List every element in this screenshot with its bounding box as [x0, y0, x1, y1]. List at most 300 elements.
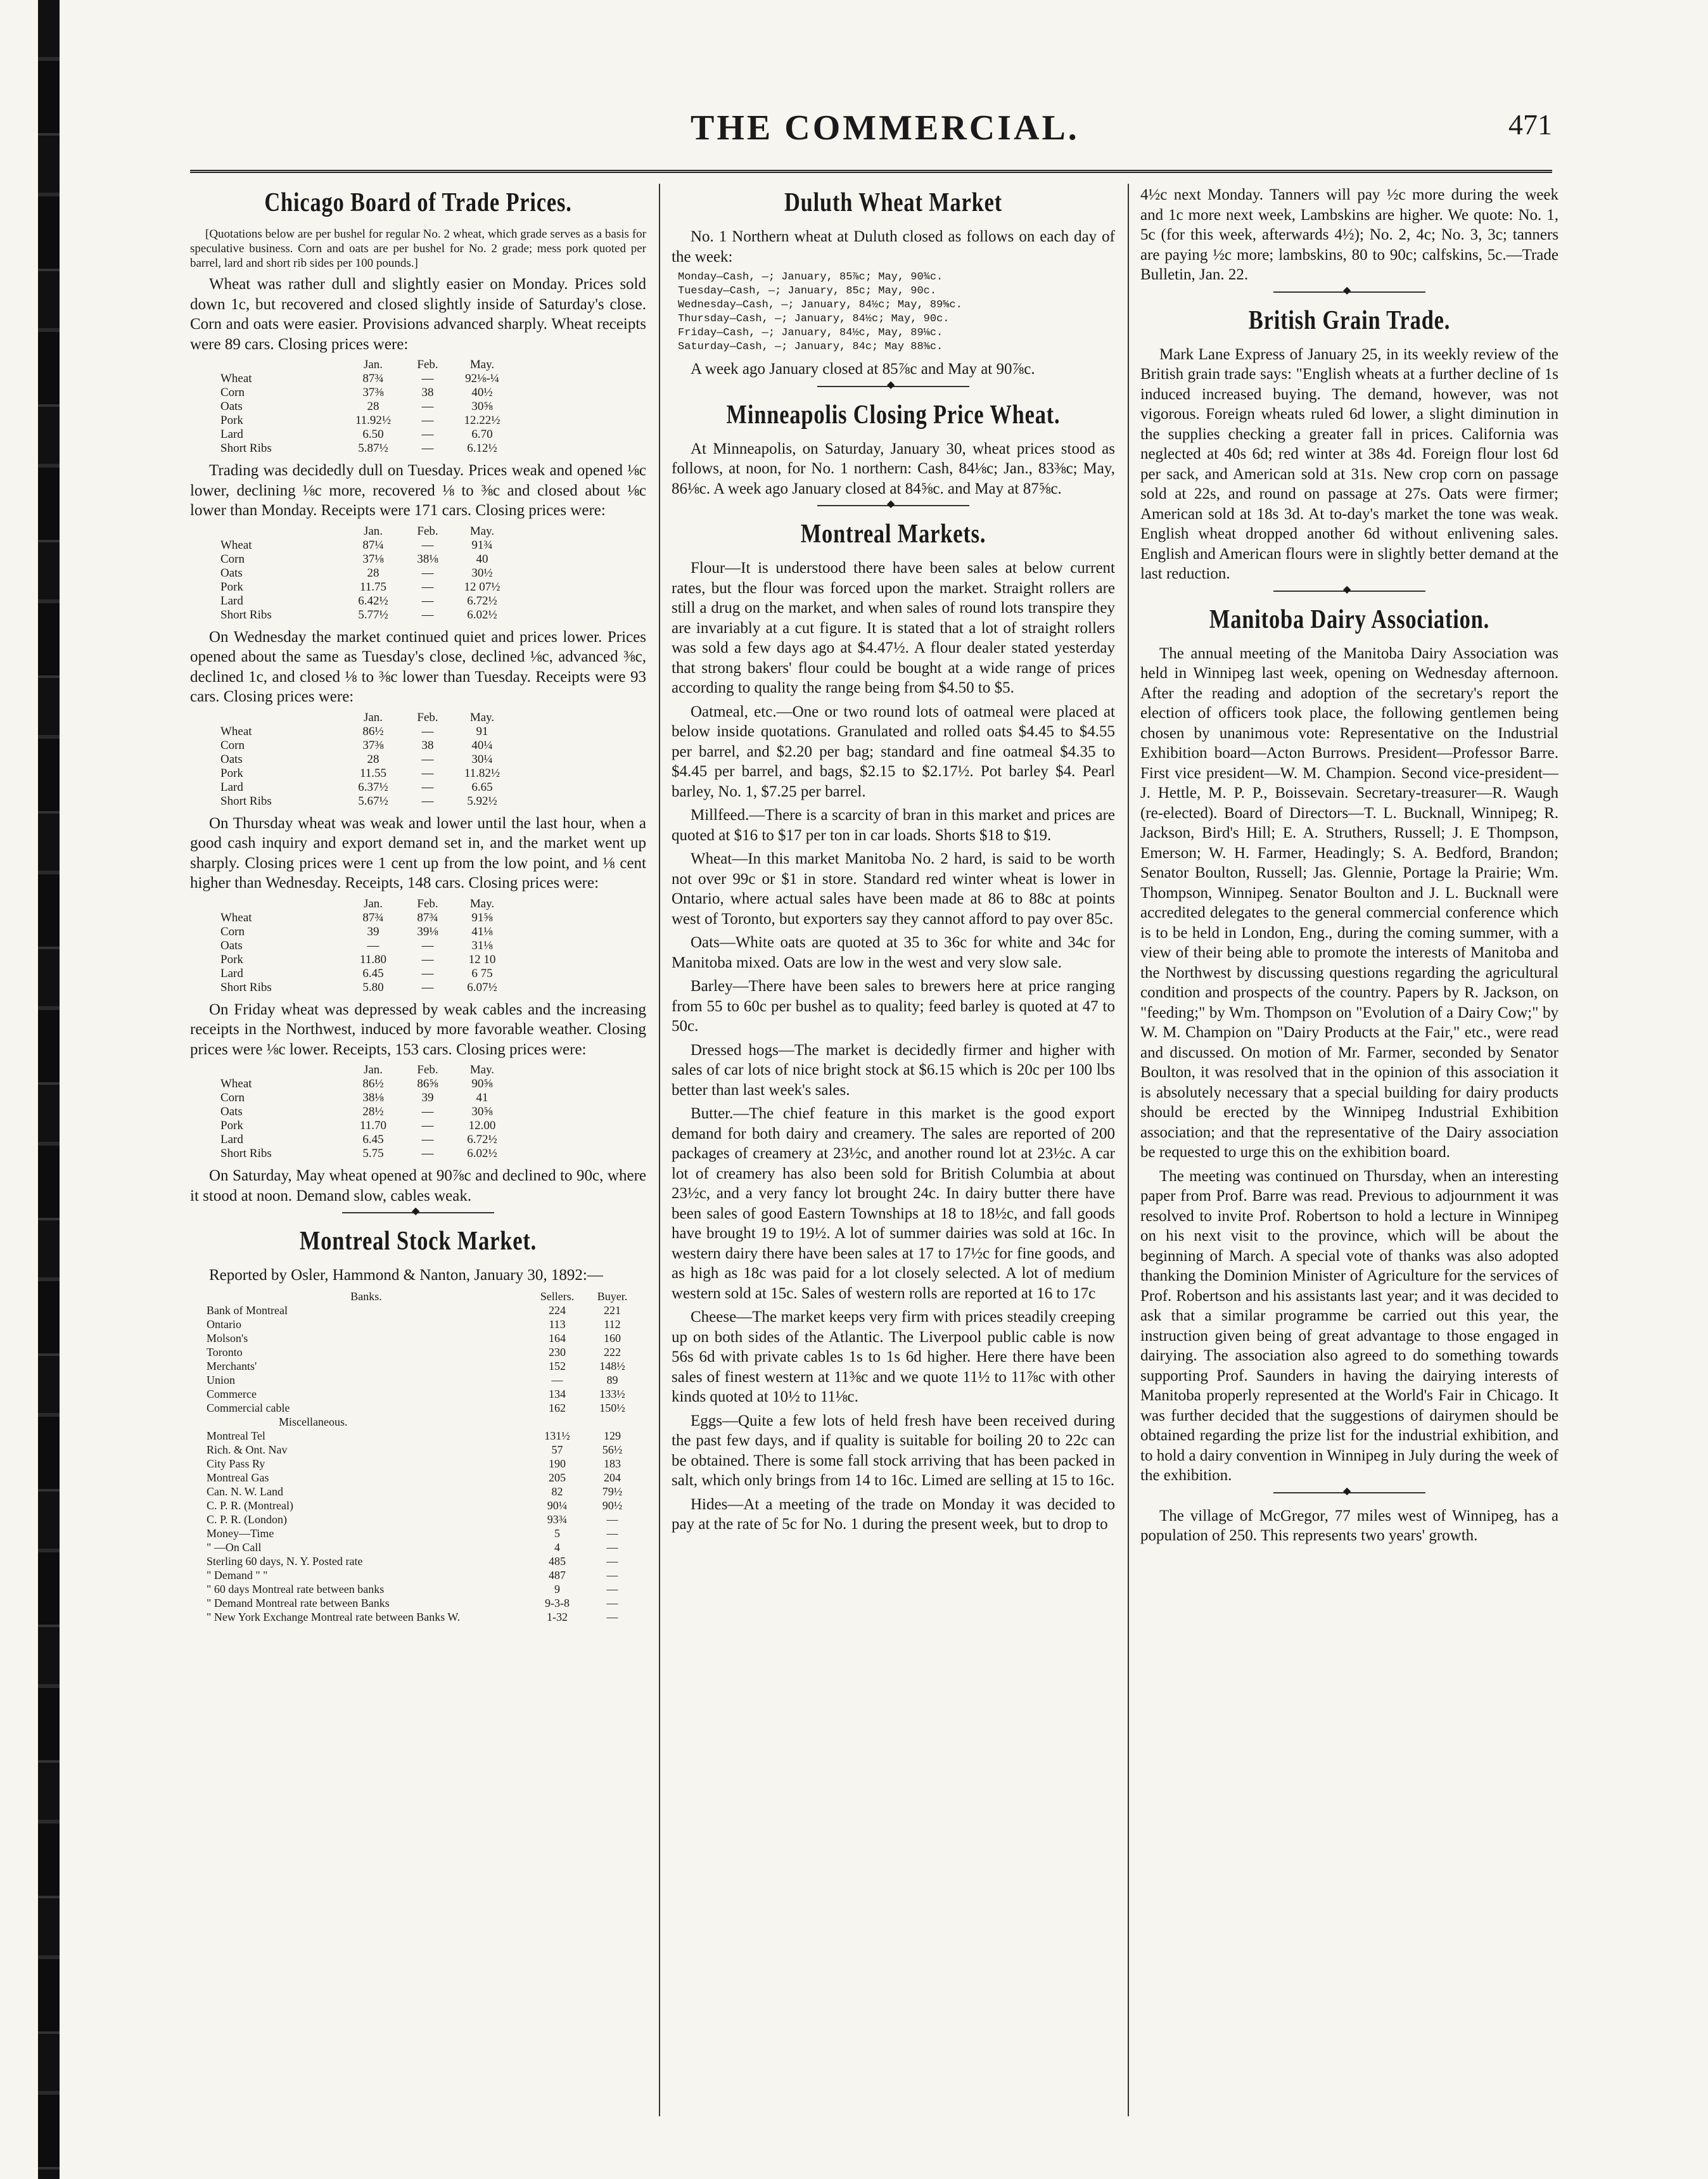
commodity-name: Corn	[220, 386, 245, 399]
stock-buyer: 129	[604, 1429, 621, 1442]
price-jan: 28½	[362, 1105, 384, 1118]
price-header: May.	[469, 358, 495, 371]
stock-sellers: 57	[551, 1443, 563, 1456]
stock-name: Commerce	[207, 1387, 257, 1400]
price-header: Feb.	[417, 358, 438, 371]
stock-buyer: 183	[604, 1457, 621, 1470]
stock-sellers: 224	[549, 1303, 566, 1317]
stock-name: Merchants'	[207, 1359, 257, 1372]
stock-buyer: —	[606, 1512, 618, 1526]
price-may: 6.12½	[467, 442, 497, 455]
commodity-name: Oats	[220, 1105, 243, 1118]
stock-buyer: 222	[604, 1345, 621, 1358]
duluth-intro: No. 1 Northern wheat at Duluth closed as follows on each day of the week:	[672, 228, 1115, 265]
stock-name: Union	[207, 1373, 235, 1386]
stock-sellers: 82	[551, 1485, 563, 1498]
dairy-paragraph-1: The annual meeting of the Manitoba Dairy Association was held in Winnipeg last week, opening on Wednesday afternoon. After the reading and adoption of the secretary's report the election of officers took place, the following gentlemen being chosen by unanimous vote: Representative on the Industrial Exhibition board—Acton Burrows. President—Professor Barre. First vice president—W. M. Champion. Second vice-president—J. Hettle, M. P. P., Boissevain. Secretary-treasurer—R. Waugh (re-elected). Board of Directors—T. L. Bucknall, Winnipeg; R. Jackson, Bird's Hill; E. A. Struthers, Russell; J. E Thompson, Emerson; W. H. Farmer, Headingly; S. A. Bedford, Brandon; Senator Boulton, Russell; Jas. Glennie, Portage la Prairie; Wm. Thompson, Winnipeg. Senator Boulton and J. L. Bucknall were accredited delegates to the general commercial conference which is to be held in London, Eng., during the coming summer, with a view of their being able to promote the interests of Manitoba and the Northwest by discussing questions regarding the agricultural condition and prospects of the country. Papers by R. Jackson, on "feeding;" by Wm. Thompson on "Evolution of a Dairy Cow;" by W. M. Champion on "Dairy Products at the Fair," etc., were read and discussed. On motion of Mr. Farmer, seconded by Senator Boulton, it was resolved that in the opinion of this association it is absolutely necessary that a special building for dairy products should be erected by the Winnipeg Industrial Exhibition association; and that the representative of the Dairy association be requested to urge this on the exhibition board.	[1140, 644, 1558, 1161]
column-rule	[1128, 184, 1129, 2116]
commodity-name: Pork	[220, 952, 243, 966]
price-header-row	[215, 1063, 509, 1077]
stock-sellers: 487	[549, 1568, 566, 1582]
montreal-paragraph: Millfeed.—There is a scarcity of bran in this market and prices are quoted at $16 to $17 per ton in car loads. Shorts $18 to $19.	[672, 807, 1115, 844]
section-divider	[817, 386, 969, 391]
stock-sellers: 152	[549, 1359, 566, 1372]
stock-buyer: 150½	[599, 1401, 625, 1414]
stock-sellers: 9	[554, 1582, 560, 1595]
stock-buyer: —	[606, 1596, 618, 1609]
stock-sellers: 93¾	[547, 1512, 568, 1526]
price-may: 91⅝	[471, 911, 493, 924]
price-feb: —	[421, 938, 434, 952]
price-may: 6.72½	[467, 1133, 497, 1146]
price-row	[215, 795, 509, 808]
commodity-name: Pork	[220, 414, 243, 427]
price-header: Jan.	[363, 710, 383, 724]
price-may: 30¼	[471, 752, 493, 766]
commodity-name: Corn	[220, 552, 245, 566]
duluth-line: Monday—Cash, —; January, 85⅞c; May, 90¾c.	[678, 271, 943, 283]
stock-name: Bank of Montreal	[207, 1303, 288, 1317]
price-feb: 39	[421, 1091, 434, 1104]
price-jan: 5.87½	[358, 442, 388, 455]
price-jan: 38⅛	[362, 1091, 384, 1104]
price-header: Feb.	[417, 1063, 438, 1077]
price-header-row	[215, 525, 509, 539]
price-jan: 11.92½	[355, 414, 392, 427]
price-row	[215, 1091, 509, 1105]
price-header: May.	[469, 1063, 495, 1077]
chicago-monday: Wheat was rather dull and slightly easier on Monday. Prices sold down 1c, but recovered and closed slightly inside of Saturday's close. Corn and oats were easier. Provisions advanced sharply. Wheat receipts were 89 cars. Closing prices were:	[190, 276, 646, 353]
section-divider	[1273, 1492, 1425, 1497]
price-jan: 6.50	[362, 428, 384, 441]
price-row	[215, 739, 509, 753]
stock-buyer: 79½	[602, 1485, 623, 1498]
price-feb: —	[421, 594, 434, 608]
hides-continued: 4½c next Monday. Tanners will pay ½c more during the week and 1c more next week, Lambskins are higher. We quote: No. 1, 5c (for this week, afterwards 4½); No. 2, 4c; No. 3, 3c; tanners are paying ½c more; lambskins, 80 to 90c; calfskins, 5c.—Trade Bulletin, Jan. 22.	[1140, 186, 1558, 283]
price-feb: —	[421, 766, 434, 780]
price-table-monday	[215, 358, 509, 456]
price-may: 11.82½	[464, 766, 500, 780]
price-jan: 6.45	[362, 966, 384, 980]
price-jan: 11.70	[359, 1119, 387, 1132]
price-jan: 86½	[362, 1077, 384, 1090]
price-header: Jan.	[363, 897, 383, 911]
montreal-paragraph: Butter.—The chief feature in this market is the good export demand for both dairy and creamery. The sales are reported of 200 packages of creamery at 23½c, and another round lot at 23½c. A car lot of creamery has also been sold for British Columbia at about 23½c, and a very fancy lot brought 24c. In dairy butter there have been sales of good Eastern Townships at 18 to 18½c, and fall goods have brought 19 to 19½. A lot of summer dairies was sold at 16c. In western dairy there have been sales at 17 to 17½c for fine goods, and as high as 18c was paid for a lot closely selected. A lot of medium western sold at 15c. Sales of western rolls are reported at 16 to 17c	[672, 1105, 1115, 1302]
price-feb: —	[421, 724, 434, 738]
minneapolis-text: At Minneapolis, on Saturday, January 30, wheat prices stood as follows, at noon, for No. 1 northern: Cash, 84⅛c; Jan., 83⅜c; May, 86⅛c. A week ago January closed at 84⅝c. and May at 87⅝c.	[672, 440, 1115, 497]
price-header: Jan.	[363, 1063, 383, 1077]
stock-sellers: 5	[554, 1526, 560, 1540]
stock-name: " Demand " "	[207, 1568, 268, 1582]
stock-row	[203, 1610, 640, 1624]
price-feb: —	[421, 1147, 434, 1160]
price-header-blank	[215, 358, 346, 372]
montreal-paragraph: Dressed hogs—The market is decidedly firmer and higher with sales of car lots of nice bright stock at $6.15 which is 20c per 100 lbs better than last week's sales.	[672, 1041, 1115, 1099]
price-jan: 87¼	[362, 538, 384, 552]
commodity-name: Corn	[220, 924, 245, 938]
commodity-name: Lard	[220, 1133, 243, 1146]
price-feb: 86⅝	[417, 1077, 438, 1090]
price-may: 12.00	[468, 1119, 496, 1132]
dairy-title: Manitoba Dairy Association.	[1209, 604, 1490, 634]
price-jan: 6.42½	[358, 594, 388, 608]
commodity-name: Lard	[220, 428, 243, 441]
price-feb: —	[421, 794, 434, 808]
price-feb: —	[421, 1119, 434, 1132]
stock-header-row	[203, 1289, 640, 1303]
stock-buyer: —	[606, 1582, 618, 1595]
stock-row	[203, 1373, 640, 1387]
price-may: 6.65	[471, 780, 493, 794]
price-row	[215, 939, 509, 953]
price-row	[215, 372, 509, 386]
price-feb: 87¾	[417, 911, 438, 924]
stock-row	[203, 1498, 640, 1512]
price-jan: 5.80	[362, 980, 384, 994]
stock-sellers: 190	[549, 1457, 566, 1470]
commodity-name: Corn	[220, 1091, 245, 1104]
stocks-title: Montreal Stock Market.	[299, 1227, 537, 1256]
stock-name: Can. N. W. Land	[207, 1485, 283, 1498]
stock-sellers: 134	[549, 1387, 566, 1400]
price-feb: —	[421, 752, 434, 766]
masthead	[190, 108, 1552, 165]
stock-row	[203, 1540, 640, 1554]
price-may: 6.70	[471, 428, 493, 441]
stock-sellers: 9-3-8	[545, 1596, 570, 1609]
commodity-name: Oats	[220, 752, 243, 766]
stock-buyer: —	[606, 1610, 618, 1623]
commodity-name: Short Ribs	[220, 794, 272, 808]
stock-name: C. P. R. (Montreal)	[207, 1498, 293, 1512]
minneapolis-title: Minneapolis Closing Price Wheat.	[726, 400, 1061, 430]
stock-name: Rich. & Ont. Nav	[207, 1443, 288, 1456]
price-row	[215, 594, 509, 608]
price-jan: 5.75	[362, 1147, 384, 1160]
stock-buyer: 90½	[602, 1498, 623, 1512]
price-may: 40	[476, 552, 488, 566]
stock-row	[203, 1471, 640, 1485]
chicago-wednesday: On Wednesday the market continued quiet and prices lower. Prices opened about the same as Tuesday's close, declined ⅛c, advanced ⅜c, declined 1c, and closed ⅛ to ⅜c lower than Tuesday. Receipts were 93 cars. Closing prices were:	[190, 628, 646, 705]
price-row	[215, 553, 509, 566]
price-jan: 87¾	[362, 372, 384, 385]
commodity-name: Wheat	[220, 538, 252, 552]
price-feb: —	[421, 580, 434, 594]
commodity-name: Lard	[220, 966, 243, 980]
montreal-title: Montreal Markets.	[800, 520, 986, 549]
price-jan: 37⅛	[362, 552, 384, 566]
stock-name: " Demand Montreal rate between Banks	[207, 1596, 390, 1609]
chicago-tuesday: Trading was decidedly dull on Tuesday. Prices weak and opened ⅛c lower, declining ⅛c more, recovered ⅛ to ⅜c and closed about ⅛c lower than Monday. Receipts were 171 cars. Closing prices were:	[190, 462, 646, 519]
price-row	[215, 1119, 509, 1133]
price-row	[215, 442, 509, 456]
price-jan: 39	[367, 924, 379, 938]
stock-name: " 60 days Montreal rate between banks	[207, 1582, 385, 1595]
price-jan: 6.45	[362, 1133, 384, 1146]
stock-sellers: —	[551, 1373, 563, 1386]
price-header: Feb.	[417, 897, 438, 911]
price-feb: 38	[421, 386, 434, 399]
price-feb: 38	[421, 738, 434, 752]
stock-row	[203, 1568, 640, 1582]
column-2	[672, 185, 1115, 2124]
price-may: 12 07½	[464, 580, 500, 594]
price-row	[215, 386, 509, 400]
price-header: Jan.	[363, 524, 383, 538]
price-row	[215, 911, 509, 925]
price-feb: —	[421, 442, 434, 455]
stock-row	[203, 1443, 640, 1457]
stock-name: City Pass Ry	[207, 1457, 265, 1470]
commodity-name: Pork	[220, 766, 243, 780]
section-divider	[342, 1212, 494, 1217]
price-row	[215, 1077, 509, 1091]
stock-name: Ontario	[207, 1317, 241, 1331]
stocks-intro: Reported by Osler, Hammond & Nanton, January 30, 1892:—	[209, 1267, 603, 1284]
price-jan: 87¾	[362, 911, 384, 924]
stock-buyer: —	[606, 1540, 618, 1554]
commodity-name: Short Ribs	[220, 1147, 272, 1160]
stock-row	[203, 1387, 640, 1401]
stock-misc-row	[203, 1415, 640, 1429]
price-row	[215, 925, 509, 939]
british-text: Mark Lane Express of January 25, in its weekly review of the British grain trade says: "English wheats at a further decline of 1s induced increased buying. The demand, however, was not vigorous. Foreign wheats ruled 6d lower, a slight diminution in the supplies checking a greater fall in prices. California was neglected at 40s 6d; red winter at 38s 4d. Foreign flour lost 6d per sack, and American sold at 31s. New crop corn on passage sold at 22s, and round on passage at 27s. Oats were firmer; American sold at 18s 3d. At to-day's market the tone was weak. English wheat dropped another 6d without enlivening sales. English and American flours were in slightly better demand at the last reduction.	[1140, 345, 1558, 582]
commodity-name: Oats	[220, 400, 243, 413]
commodity-name: Wheat	[220, 724, 252, 738]
stock-header-sellers: Sellers.	[540, 1289, 575, 1303]
stock-sellers: 162	[549, 1401, 566, 1414]
price-may: 31⅛	[471, 938, 493, 952]
montreal-paragraph: Flour—It is understood there have been sales at below current rates, but the flour was forced upon the market. Straight rollers are still a drug on the market, and when sales of round lots transpire they are invariably at a cut figure. It is stated that a lot of straight rollers was sold a few days ago at $4.47½. A flour dealer stated yesterday that strong bakers' flour could be bought at a wide range of prices according to quality the range being from $4.50 to $5.	[672, 559, 1115, 696]
montreal-paragraph: Wheat—In this market Manitoba No. 2 hard, is said to be worth not over 99c or $1 in store. Standard red winter wheat is lower in Ontario, where actual sales have been made at 86 to 88c at points west of Toronto, but exporters say they cannot afford to pay over 85c.	[672, 850, 1115, 928]
duluth-line: Friday—Cash, —; January, 84½c, May, 89⅛c.	[678, 327, 943, 339]
stock-name: Montreal Gas	[207, 1471, 269, 1484]
price-table-tuesday	[215, 525, 509, 622]
price-jan: 6.37½	[358, 780, 388, 794]
price-may: 30½	[471, 566, 493, 580]
price-header-row	[215, 897, 509, 911]
column-rule	[659, 184, 660, 2116]
price-jan: 11.75	[359, 580, 387, 594]
section-divider	[1273, 591, 1425, 596]
stock-buyer: 148½	[599, 1359, 625, 1372]
price-row	[215, 981, 509, 995]
price-may: 6 75	[471, 966, 493, 980]
price-may: 40¼	[471, 738, 493, 752]
masthead-title: THE COMMERCIAL.	[691, 108, 1080, 148]
price-jan: —	[367, 938, 379, 952]
stock-name: C. P. R. (London)	[207, 1512, 288, 1526]
price-may: 41	[476, 1091, 488, 1104]
stock-row	[203, 1359, 640, 1373]
stock-name: Sterling 60 days, N. Y. Posted rate	[207, 1554, 363, 1568]
stock-sellers: 230	[549, 1345, 566, 1358]
price-jan: 11.55	[359, 766, 387, 780]
price-feb: —	[421, 428, 434, 441]
chicago-note: [Quotations below are per bushel for regular No. 2 wheat, which grade serves as a basis for speculative business. Corn and oats are per bushel for No. 2 grade; mess pork quoted per barrel, lard and short rib sides per 100 pounds.]	[190, 227, 646, 270]
price-may: 12.22½	[464, 414, 500, 427]
chicago-title: Chicago Board of Trade Prices.	[264, 188, 572, 217]
stock-row	[203, 1317, 640, 1331]
price-jan: 11.80	[359, 952, 387, 966]
price-header: May.	[469, 897, 495, 911]
stock-sellers: 131½	[544, 1429, 570, 1442]
price-jan: 5.67½	[358, 794, 388, 808]
price-feb: —	[421, 538, 434, 552]
price-jan: 5.77½	[358, 608, 388, 622]
price-row	[215, 1147, 509, 1161]
price-may: 91	[476, 724, 488, 738]
stock-buyer: 112	[604, 1317, 621, 1331]
montreal-paragraph: Oats—White oats are quoted at 35 to 36c for white and 34c for Manitoba mixed. Oats are low in the west and very slow sale.	[672, 934, 1115, 971]
duluth-title: Duluth Wheat Market	[784, 188, 1003, 217]
price-jan: 28	[367, 566, 379, 580]
duluth-line: Saturday—Cash, —; January, 84c; May 88⅜c.	[678, 341, 943, 353]
price-row	[215, 953, 509, 967]
stock-name: Commercial cable	[207, 1401, 290, 1414]
stock-buyer: 160	[604, 1331, 621, 1345]
stock-table	[203, 1289, 640, 1624]
commodity-name: Short Ribs	[220, 980, 272, 994]
price-row	[215, 539, 509, 553]
stock-name: Toronto	[207, 1345, 243, 1358]
price-header-blank	[215, 897, 346, 911]
duluth-line: Thursday—Cash, —; January, 84½c; May, 90c.	[678, 313, 950, 325]
stock-buyer: 56½	[602, 1443, 623, 1456]
stock-name: Money—Time	[207, 1526, 274, 1540]
price-header: Feb.	[417, 524, 438, 538]
stock-row	[203, 1554, 640, 1568]
stock-sellers: 1-32	[547, 1610, 568, 1623]
price-header: Jan.	[363, 358, 383, 371]
price-table-wednesday	[215, 711, 509, 808]
price-feb: —	[421, 414, 434, 427]
stock-sellers: 205	[549, 1471, 566, 1484]
stock-name: Montreal Tel	[207, 1429, 265, 1442]
stock-sellers: 113	[549, 1317, 566, 1331]
stock-row	[203, 1331, 640, 1345]
stock-name: " —On Call	[207, 1540, 262, 1554]
duluth-line: Wednesday—Cash, —; January, 84½c; May, 89⅝c.	[678, 299, 962, 311]
duluth-closing: A week ago January closed at 85⅞c and May at 90⅞c.	[691, 361, 1035, 378]
stock-row	[203, 1512, 640, 1526]
price-header: May.	[469, 710, 495, 724]
montreal-paragraph: Oatmeal, etc.—One or two round lots of oatmeal were placed at below inside quotations. Granulated and rolled oats $4.45 to $4.55 per barrel, and $2.20 per bag; standard and fine oatmeal $4.35 to $4.45 per barrel, and bags, $2.15 to $2.17½. Pot barley $4. Pearl barley, No. 1, $7.25 per barrel.	[672, 703, 1115, 800]
price-feb: —	[421, 966, 434, 980]
price-may: 6.02½	[467, 1147, 497, 1160]
commodity-name: Lard	[220, 594, 243, 608]
price-row	[215, 580, 509, 594]
dairy-paragraph-2: The meeting was continued on Thursday, when an interesting paper from Prof. Barre was read. Previous to adjournment it was resolved to invite Prof. Robertson to hold a lecture in Winnipeg on his next visit to the province, which will be about the beginning of March. A special vote of thanks was also adopted thanking the Dominion Minister of Agriculture for the services of Prof. Robertson and his assistants last year; and it was decided to ask that a similar programme be carried out this year, the instruction given being of great advantage to those engaged in dairying. The association also agreed to do something towards supporting Prof. Saunders in having the dairying interests of Manitoba properly represented at the World's Fair in Chicago. It was further decided that the suggestions of dairymen should be obtained regarding the prize list for the industrial exhibition, and to hold a dairy convention in Winnipeg in July during the week of the exhibition.	[1140, 1167, 1558, 1484]
chicago-thursday: On Thursday wheat was weak and lower until the last hour, when a good cash inquiry and export demand set in, and the market went up sharply. Closing prices were 1 cent up from the low point, and ⅛ cent higher than Wednesday. Receipts, 148 cars. Closing prices were:	[190, 814, 646, 891]
mcgregor-note: The village of McGregor, 77 miles west of Winnipeg, has a population of 250. This represents two years' growth.	[1140, 1507, 1558, 1544]
stock-header-banks: Banks.	[350, 1289, 382, 1303]
price-table-thursday	[215, 897, 509, 995]
price-may: 40½	[471, 386, 493, 399]
commodity-name: Oats	[220, 938, 243, 952]
duluth-line: Tuesday—Cash, —; January, 85c; May, 90c.	[678, 285, 937, 297]
commodity-name: Wheat	[220, 911, 252, 924]
stock-sellers: 485	[549, 1554, 566, 1568]
section-divider	[1273, 291, 1425, 297]
commodity-name: Oats	[220, 566, 243, 580]
price-feb: —	[421, 980, 434, 994]
price-feb: 39⅛	[417, 924, 438, 938]
section-divider	[817, 505, 969, 510]
stock-sellers: 4	[554, 1540, 560, 1554]
price-row	[215, 781, 509, 795]
stock-sellers: 90¼	[547, 1498, 568, 1512]
price-header-blank	[215, 525, 346, 539]
stock-sellers: 164	[549, 1331, 566, 1345]
price-feb: —	[421, 372, 434, 385]
price-table-friday	[215, 1063, 509, 1161]
price-feb: —	[421, 1133, 434, 1146]
price-row	[215, 725, 509, 739]
page-number: 471	[1508, 108, 1552, 141]
commodity-name: Wheat	[220, 372, 252, 385]
price-may: 30⅝	[471, 1105, 493, 1118]
price-row	[215, 1105, 509, 1119]
price-may: 41⅛	[471, 924, 493, 938]
price-may: 5.92½	[467, 794, 497, 808]
montreal-paragraphs	[672, 558, 1115, 1535]
chicago-friday: On Friday wheat was depressed by weak cables and the increasing receipts in the Northwest, induced by more favorable weather. Closing prices were ⅛c lower. Receipts, 153 cars. Closing prices were:	[190, 1000, 646, 1058]
stock-buyer: —	[606, 1568, 618, 1582]
price-row	[215, 1133, 509, 1147]
stock-buyer: 204	[604, 1471, 621, 1484]
montreal-paragraph: Eggs—Quite a few lots of held fresh have been received during the past few days, and if quality is suitable for boiling 20 to 22c can be obtained. There is some fall stock arriving that has been packed in salt, which only brings from 14 to 16c. Limed are selling at 15 to 16c.	[672, 1412, 1115, 1489]
stock-name: " New York Exchange Montreal rate between Banks W.	[207, 1610, 461, 1623]
price-row	[215, 967, 509, 981]
price-header-row	[215, 358, 509, 372]
price-may: 12 10	[468, 952, 496, 966]
chicago-saturday: On Saturday, May wheat opened at 90⅞c and declined to 90c, where it stood at noon. Demand slow, cables weak.	[190, 1167, 646, 1205]
price-header-blank	[215, 1063, 346, 1077]
column-3	[1140, 185, 1558, 2124]
price-feb: —	[421, 400, 434, 413]
price-jan: 37⅜	[362, 386, 384, 399]
price-may: 6.02½	[467, 608, 497, 622]
price-may: 92⅛-¼	[465, 372, 499, 385]
commodity-name: Short Ribs	[220, 608, 272, 622]
stock-row	[203, 1582, 640, 1596]
price-header-blank	[215, 711, 346, 725]
price-jan: 86½	[362, 724, 384, 738]
montreal-paragraph: Hides—At a meeting of the trade on Monday it was decided to pay at the rate of 5c for No. 1 during the present week, but to drop to	[672, 1495, 1115, 1533]
commodity-name: Pork	[220, 580, 243, 594]
binding-spine	[38, 0, 60, 2179]
montreal-paragraph: Cheese—The market keeps very firm with prices steadily creeping up on both sides of the Atlantic. The Liverpool public cable is now 56s 6d with private cables 1s to 1s 6d higher. Here there have been sales of finest western at 11⅜c and we quote 11½ to 11⅞c with other kinds quoted at 10½ to 11⅛c.	[672, 1308, 1115, 1405]
price-jan: 28	[367, 752, 379, 766]
price-may: 30⅝	[471, 400, 493, 413]
commodity-name: Short Ribs	[220, 442, 272, 455]
stock-buyer: 89	[606, 1373, 618, 1386]
price-row	[215, 608, 509, 622]
stock-misc-label: Miscellaneous.	[279, 1415, 348, 1428]
price-header: May.	[469, 524, 495, 538]
stock-row	[203, 1429, 640, 1443]
price-jan: 37⅜	[362, 738, 384, 752]
price-row	[215, 428, 509, 442]
price-feb: —	[421, 780, 434, 794]
price-header-row	[215, 711, 509, 725]
price-row	[215, 753, 509, 767]
stock-row	[203, 1485, 640, 1498]
stock-row	[203, 1457, 640, 1471]
price-may: 6.07½	[467, 980, 497, 994]
price-feb: —	[421, 608, 434, 622]
